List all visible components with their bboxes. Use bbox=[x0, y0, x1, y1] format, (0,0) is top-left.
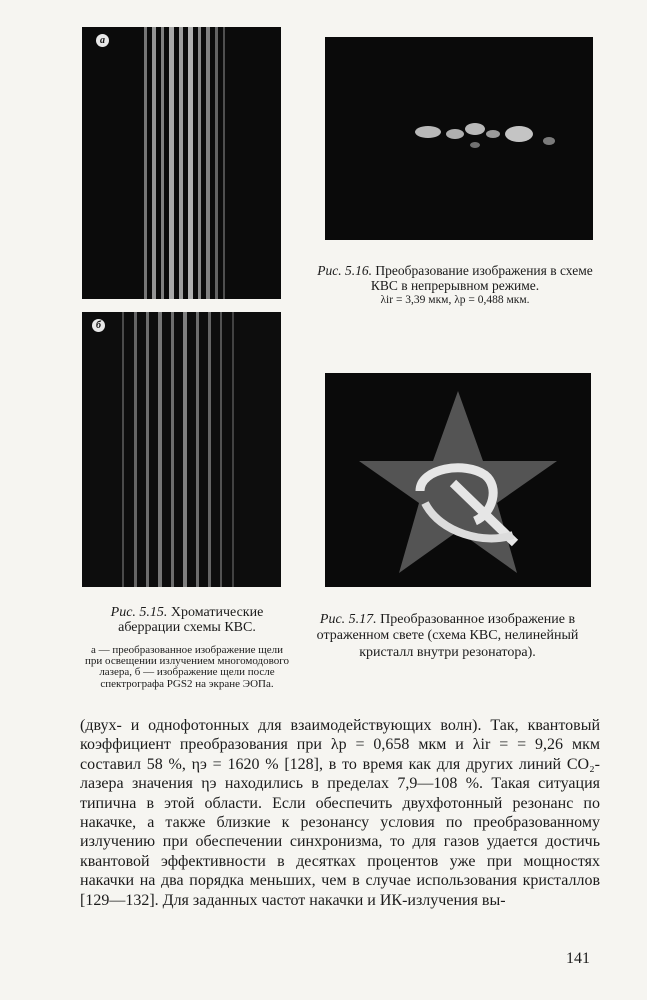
figure-5-16-label: Рис. 5.16. bbox=[317, 263, 372, 278]
body-paragraph: (двух- и однофотонных для взаимодействующих волн). Так, квантовый коэффициент преобразования при λp = 0,658 мкм и λir = = 9,26 мкм составил 58 %, ηэ = 1620 % [128], в то время как для других линий CO₂-лазера значения ηэ находились в пределах 7,9—108 %. Такая ситуация типична в этой области. Если обеспечить двухфотонный резонанс по накачке, а также близкие к резонансу условия по преобразованному излучению при обеспечении синхронизма, то для газов удается достичь квантовой эффективности в десятках процентов уже при мощностях накачки на два порядка меньших, чем в случае использования кристаллов [129—132]. Для заданных частот накачки и ИК-излучения вы- bbox=[80, 717, 600, 909]
figure-5-16-caption bbox=[305, 264, 605, 306]
figure-5-15-b-photo bbox=[82, 312, 281, 587]
figure-5-15-title: Хроматические аберрации схемы КВС. bbox=[118, 605, 264, 636]
page-number: 141 bbox=[566, 950, 590, 967]
figure-5-17-photo bbox=[325, 373, 591, 587]
figure-5-15-note: а — преобразованное изображение щели при освещении излучением многомодового лазера, б — изображение щели после спектрографа PGS2 на экране ЭОПа. bbox=[85, 644, 289, 690]
figure-5-17-label: Рис. 5.17. bbox=[319, 612, 377, 627]
figure-5-17-caption bbox=[300, 612, 595, 661]
figure-5-17-title: Преобразованное изображение в отраженном свете (схема КВС, нелинейный кристалл внутри резонатора). bbox=[316, 612, 579, 660]
figure-5-16-params: λir = 3,39 мкм, λp = 0,488 мкм. bbox=[380, 293, 530, 306]
figure-5-15-caption bbox=[82, 605, 292, 636]
figure-5-16-title: Преобразование изображения в схеме КВС в непрерывном режиме. bbox=[370, 263, 593, 293]
figure-5-15-label: Рис. 5.15. bbox=[110, 605, 168, 620]
figure-5-16-photo bbox=[325, 37, 593, 240]
panel-label-a: а bbox=[96, 34, 109, 47]
panel-label-b: б bbox=[92, 319, 105, 332]
figure-5-15-a-photo bbox=[82, 27, 281, 299]
